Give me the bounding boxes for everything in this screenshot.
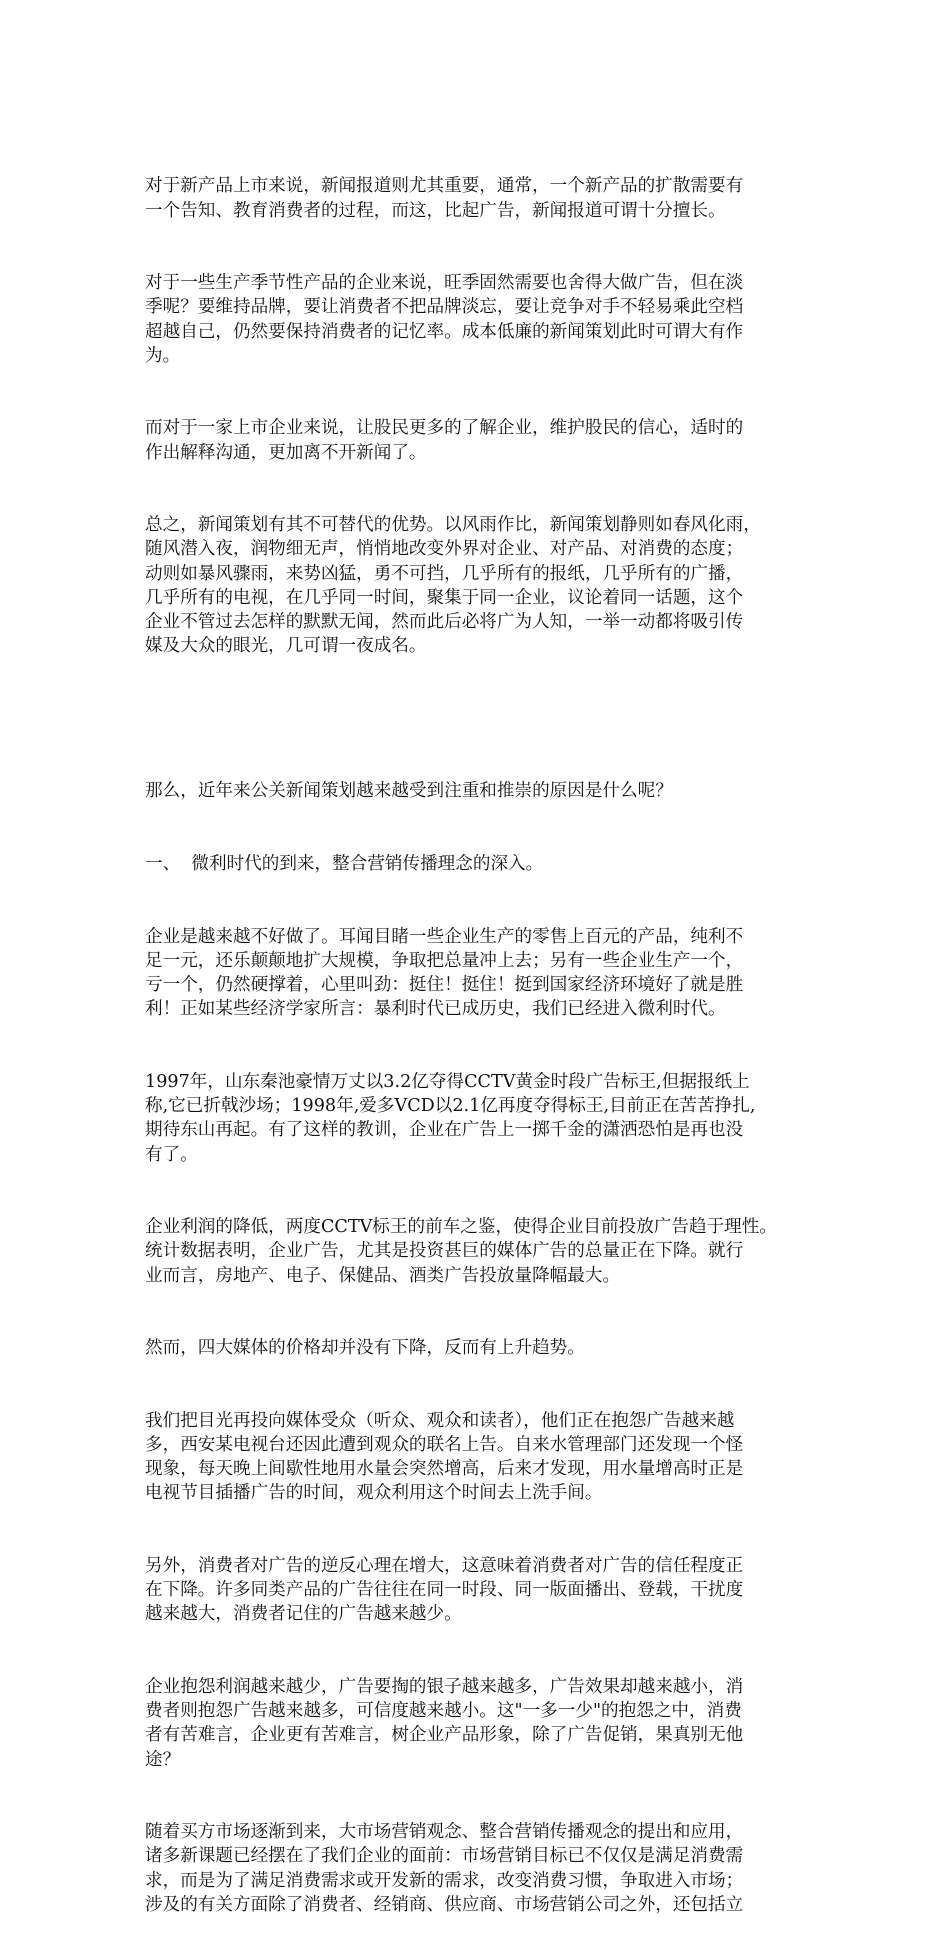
paragraph-cctv-bid: 1997年，山东秦池豪情万丈以3.2亿夺得CCTV黄金时段广告标王,但据报纸上 称,它已折戟沙场；1998年,爱多VCD以2.1亿再度夺得标王,目前正在苦苦挣扎, 期待东山再起。有了这样的教训，企业在广告上一掷千金的潇洒恐怕是再也没 有了。 (145, 1071, 756, 1165)
paragraph-consumer-distrust: 另外，消费者对广告的逆反心理在增大，这意味着消费者对广告的信任程度正 在下降。许多同类产品的广告往往在同一时段、同一版面播出、登载，干扰度 越来越大，消费者记住的广告越来越少。 (145, 1555, 744, 1625)
paragraph-buyers-market: 随着买方市场逐渐到来，大市场营销观念、整合营销传播观念的提出和应用， 诸多新课题已经摆在了我们企业的面前：市场营销目标已不仅仅是满足消费需 求，而是为了满足消费需求或开发新的需求，改变消费习惯，争取进入市场； 涉及的有关方面除了消费者、经销商、供应商、市场营销公司之外，还包括立 (145, 1822, 744, 1915)
paragraph-low-profit: 企业是越来越不好做了。耳闻目睹一些企业生产的零售上百元的产品，纯利不 足一元，还乐颠颠地扩大规模，争取把总量冲上去；另有一些企业生产一个， 亏一个，仍然硬撑着，心里叫劲：挺住！挺住！挺到国家经济环境好了就是胜 利！正如某些经济学家所言：暴利时代已成历史，我们已经进入微利时代。 (145, 926, 744, 1020)
paragraph-complaints: 企业抱怨利润越来越少，广告要掏的银子越来越多，广告效果却越来越小，消 费者则抱怨广告越来越多，可信度越来越小。这"一多一少"的抱怨之中，消费 者有苦难言，企业更有苦难言，树企业产品形象，除了广告促销，果真别无他 途？ (145, 1676, 744, 1770)
paragraph-listed-company: 而对于一家上市企业来说，让股民更多的了解企业，维护股民的信心，适时的 作出解释沟通，更加离不开新闻了。 (145, 418, 744, 463)
paragraph-summary: 总之，新闻策划有其不可替代的优势。以风雨作比，新闻策划静则如春风化雨， 随风潜入夜，润物细无声，悄悄地改变外界对企业、对产品、对消费的态度； 动则如暴风骤雨，来势凶猛，勇不可挡，几乎所有的报纸，几乎所有的广播， 几乎所有的电视，在几乎同一时间，聚集于同一企业，议论着同一话题，这个 企业不管过去怎样的默默无闻，然而此后必将广为人知，一举一动都将吸引传 媒及大众的眼光，几可谓一夜成名。 (145, 515, 761, 657)
section-heading: 一、 微利时代的到来，整合营销传播理念的深入。 (145, 854, 544, 875)
paragraph-seasonal-products: 对于一些生产季节性产品的企业来说，旺季固然需要也舍得大做广告，但在淡 季呢？要维持品牌，要让消费者不把品牌淡忘，要让竞争对手不轻易乘此空档 超越自己，仍然要保持消费者的记忆率。成本低廉的新闻策划此时可谓大有作 为。 (145, 273, 744, 366)
paragraph-audience-complaints: 我们把目光再投向媒体受众（听众、观众和读者），他们正在抱怨广告越来越 多，西安某电视台还因此遭到观众的联名上告。自来水管理部门还发现一个怪 现象，每天晚上间歇性地用水量会突然增高，后来才发现，用水量增高时正是 电视节目插播广告的时间，观众利用这个时间去上洗手间。 (145, 1410, 744, 1504)
paragraph-gap (145, 707, 821, 731)
paragraph-rational-ads: 企业利润的降低，两度CCTV标王的前车之鉴，使得企业目前投放广告趋于理性。 统计数据表明，企业广告，尤其是投资甚巨的媒体广告的总量正在下降。就行 业而言，房地产、电子、保健品、酒类广告投放量降幅最大。 (145, 1217, 777, 1286)
paragraph-new-product: 对于新产品上市来说，新闻报道则尤其重要，通常，一个新产品的扩散需要有 一个告知、教育消费者的过程，而这，比起广告，新闻报道可谓十分擅长。 (145, 176, 744, 221)
paragraph-question: 那么，近年来公关新闻策划越来越受到注重和推崇的原因是什么呢？ (145, 781, 673, 802)
paragraph-media-price: 然而，四大媒体的价格却并没有下降，反而有上升趋势。 (145, 1338, 585, 1359)
document-body (145, 126, 821, 1941)
